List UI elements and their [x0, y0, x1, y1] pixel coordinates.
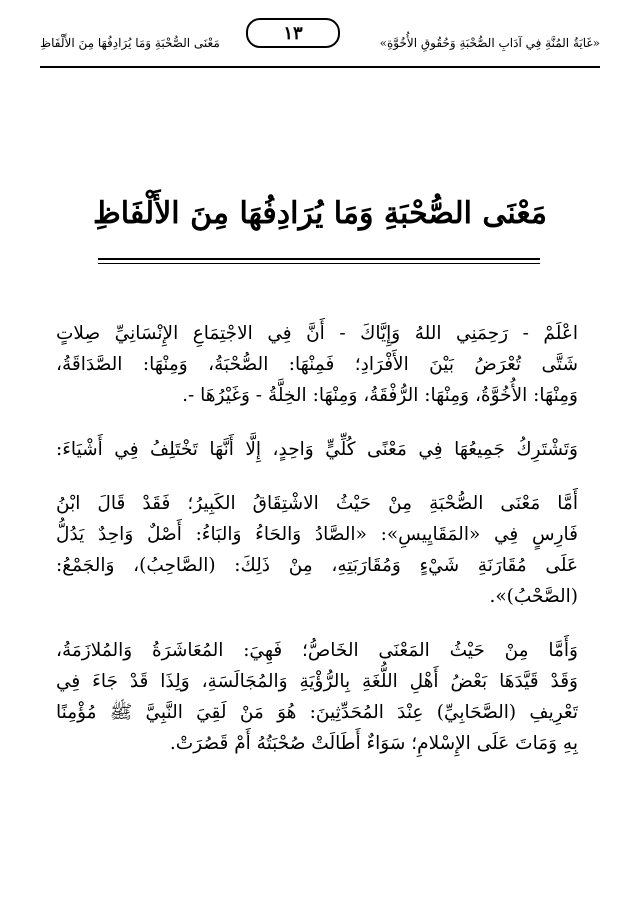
- title-underline-thin: [98, 263, 540, 264]
- text-line: وَمِنْهَا: الأُخُوَّةُ، وَمِنْهَا: الرُّفْقَةُ، وَمِنْهَا: الخِلَّةُ - وَغَيْرُهَا -.: [182, 385, 578, 406]
- text-line: بِهِ وَمَاتَ عَلَى الإِسْلامِ؛ سَوَاءٌ أَطَالَتْ صُحْبَتُهُ أَمْ قَصُرَتْ.: [169, 733, 578, 754]
- text-line: أَمَّا مَعْنَى الصُّحْبَةِ مِنْ حَيْثُ الاشْتِقَاقُ الكَبِيرُ؛ فَقَدْ قَالَ ابْنُ: [56, 493, 578, 514]
- paragraph: [56, 318, 578, 411]
- text-line: اعْلَمْ - رَحِمَنِي اللهُ وَإِيَّاكَ - أَنَّ فِي الاجْتِمَاعِ الإِنْسَانِيِّ صِلاتٍ: [56, 323, 578, 344]
- paragraph: [56, 434, 578, 465]
- text-line: عَلَى مُقَارَنَةِ شَيْءٍ وَمُقَارَبَتِهِ، مِنْ ذَلِكَ: (الصَّاحِبُ)، وَالجَمْعُ:: [56, 555, 578, 576]
- text-line: فَارِسٍ فِي «المَقَايِيسِ»: «الصَّادُ وَالحَاءُ وَالبَاءُ: أَصْلٌ وَاحِدٌ يَدُلُّ: [56, 524, 578, 545]
- paragraph: [56, 488, 578, 612]
- text-line: وَأَمَّا مِنْ حَيْثُ المَعْنَى الخَاصُّ؛ فَهِيَ: المُعَاشَرَةُ وَالمُلازَمَةُ،: [56, 640, 578, 661]
- body-text: [56, 318, 578, 782]
- text-line: (الصَّحْبُ)».: [489, 586, 578, 607]
- header-rule: [40, 66, 600, 68]
- text-line: شَتَّى تُعْرَضُ بَيْنَ الأَفْرَادِ؛ فَمِنْهَا: الصُّحْبَةُ، وَمِنْهَا: الصَّدَاقَةُ،: [56, 354, 578, 375]
- title-underline: [98, 258, 540, 260]
- chapter-title: مَعْنَى الصُّحْبَةِ وَمَا يُرَادِفُهَا مِنَ الأَلْفَاظِ: [93, 196, 547, 231]
- book-title: «غَايَةُ المُنَّةِ فِي آدَابِ الصُّحْبَةِ وَحُقُوقِ الأُخُوَّةِ»: [379, 36, 600, 50]
- paragraph: [56, 635, 578, 759]
- section-running-title: مَعْنَى الصُّحْبَةِ وَمَا يُرَادِفُهَا مِنَ الأَلْفَاظِ: [40, 36, 220, 50]
- page-number: ١٣: [246, 18, 340, 48]
- text-line: وَقَدْ قَيَّدَهَا بَعْضُ أَهْلِ اللُّغَةِ بِالرُّؤْيَةِ وَالمُجَالَسَةِ، وَلِذَا قَدْ جَاءَ فِي: [56, 671, 578, 692]
- text-line: وَتَشْتَرِكُ جَمِيعُهَا فِي مَعْنًى كُلِّيٍّ وَاحِدٍ، إِلَّا أَنَّهَا تَخْتَلِفُ فِي أَشْيَاءَ:: [56, 439, 578, 460]
- text-line: تَعْرِيفِ (الصَّحَابِيِّ) عِنْدَ المُحَدِّثِينَ: هُوَ مَنْ لَقِيَ النَّبِيَّ ﷺ مُؤْمِنًا: [56, 702, 578, 723]
